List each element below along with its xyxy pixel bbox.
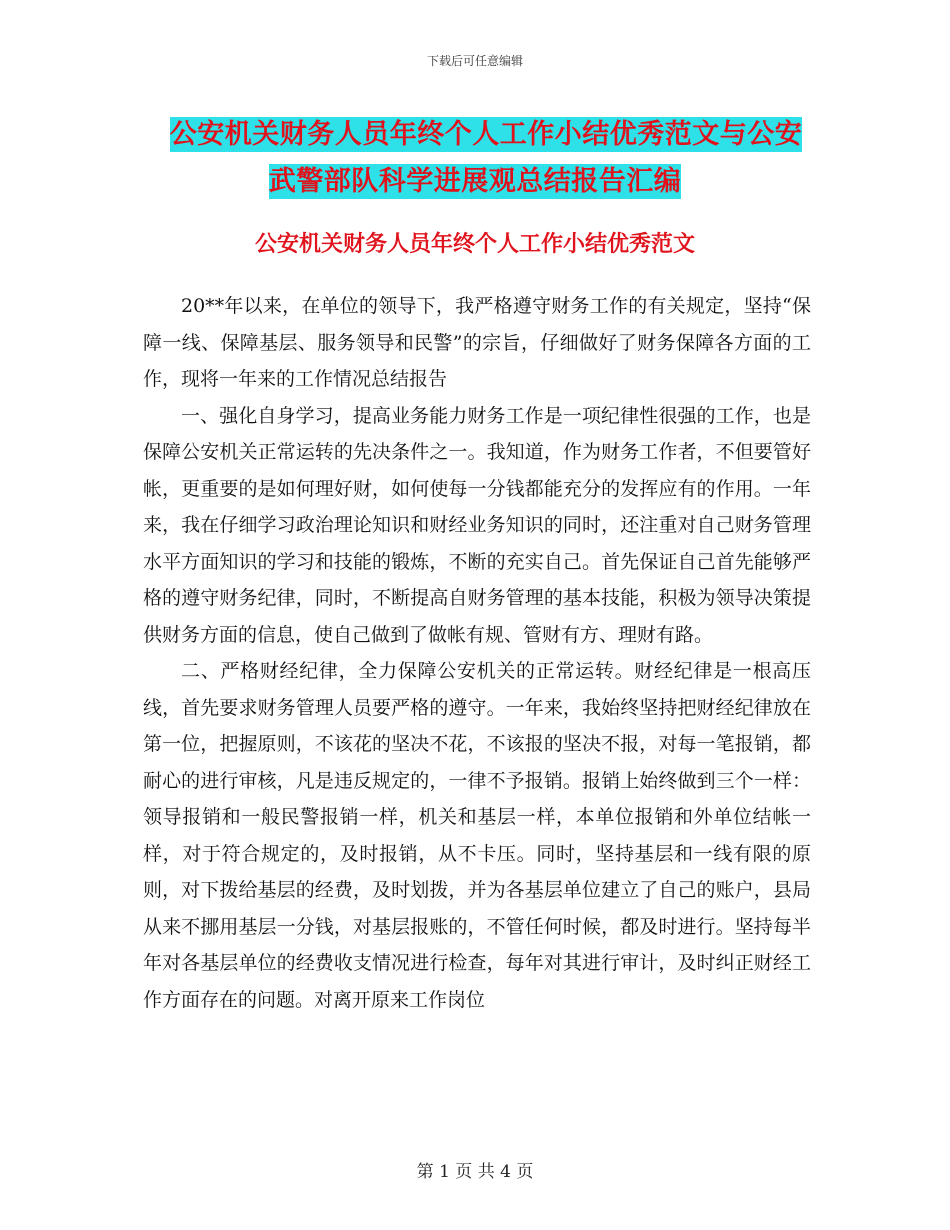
paragraph-intro: 20**年以来，在单位的领导下，我严格遵守财务工作的有关规定，坚持“保障一线、保障基层、服务领导和民警”的宗旨，仔细做好了财务保障各方面的工作，现将一年来的工作情况总结报告 <box>143 295 811 390</box>
page-header-note: 下载后可任意编辑 <box>426 54 523 68</box>
document-title-line-2 <box>0 159 950 198</box>
document-title-text-2: 武警部队科学进展观总结报告汇编 <box>268 166 682 197</box>
page-footer: 第 1 页 共 4 页 <box>416 1162 534 1182</box>
paragraph-section-2: 二、严格财经纪律，全力保障公安机关的正常运转。财经纪律是一根高压线，首先要求财务管理人员要严格的遵守。一年来，我始终坚持把财经纪律放在第一位，把握原则，不该花的坚决不花，不该报的坚决不报，对每一笔报销，都耐心的进行审核，凡是违反规定的，一律不予报销。报销上始终做到三个一样：领导报销和一般民警报销一样，机关和基层一样，本单位报销和外单位结帐一样，对于符合规定的，及时报销，从不卡压。同时，坚持基层和一线有限的原则，对下拨给基层的经费，及时划拨，并为各基层单位建立了自己的账户，县局从来不挪用基层一分钱，对基层报账的，不管任何时候，都及时进行。坚持每半年对各基层单位的经费收支情况进行检查，每年对其进行审计，及时纠正财经工作方面存在的问题。对离开原来工作岗位 <box>143 660 811 1011</box>
document-title-line-1 <box>0 112 950 151</box>
document-title-text-1: 公安机关财务人员年终个人工作小结优秀范文与公安 <box>169 119 803 150</box>
paragraph-section-1: 一、强化自身学习，提高业务能力财务工作是一项纪律性很强的工作，也是保障公安机关正常运转的先决条件之一。我知道，作为财务工作者，不但要管好帐，更重要的是如何理好财，如何使每一分钱都能充分的发挥应有的作用。一年来，我在仔细学习政治理论知识和财经业务知识的同时，还注重对自己财务管理水平方面知识的学习和技能的锻炼，不断的充实自己。首先保证自己首先能够严格的遵守财务纪律，同时，不断提高自财务管理的基本技能，积极为领导决策提供财务方面的信息，使自己做到了做帐有规、管财有方、理财有路。 <box>143 404 811 646</box>
section-title: 公安机关财务人员年终个人工作小结优秀范文 <box>254 232 695 257</box>
document-body <box>143 288 811 1018</box>
